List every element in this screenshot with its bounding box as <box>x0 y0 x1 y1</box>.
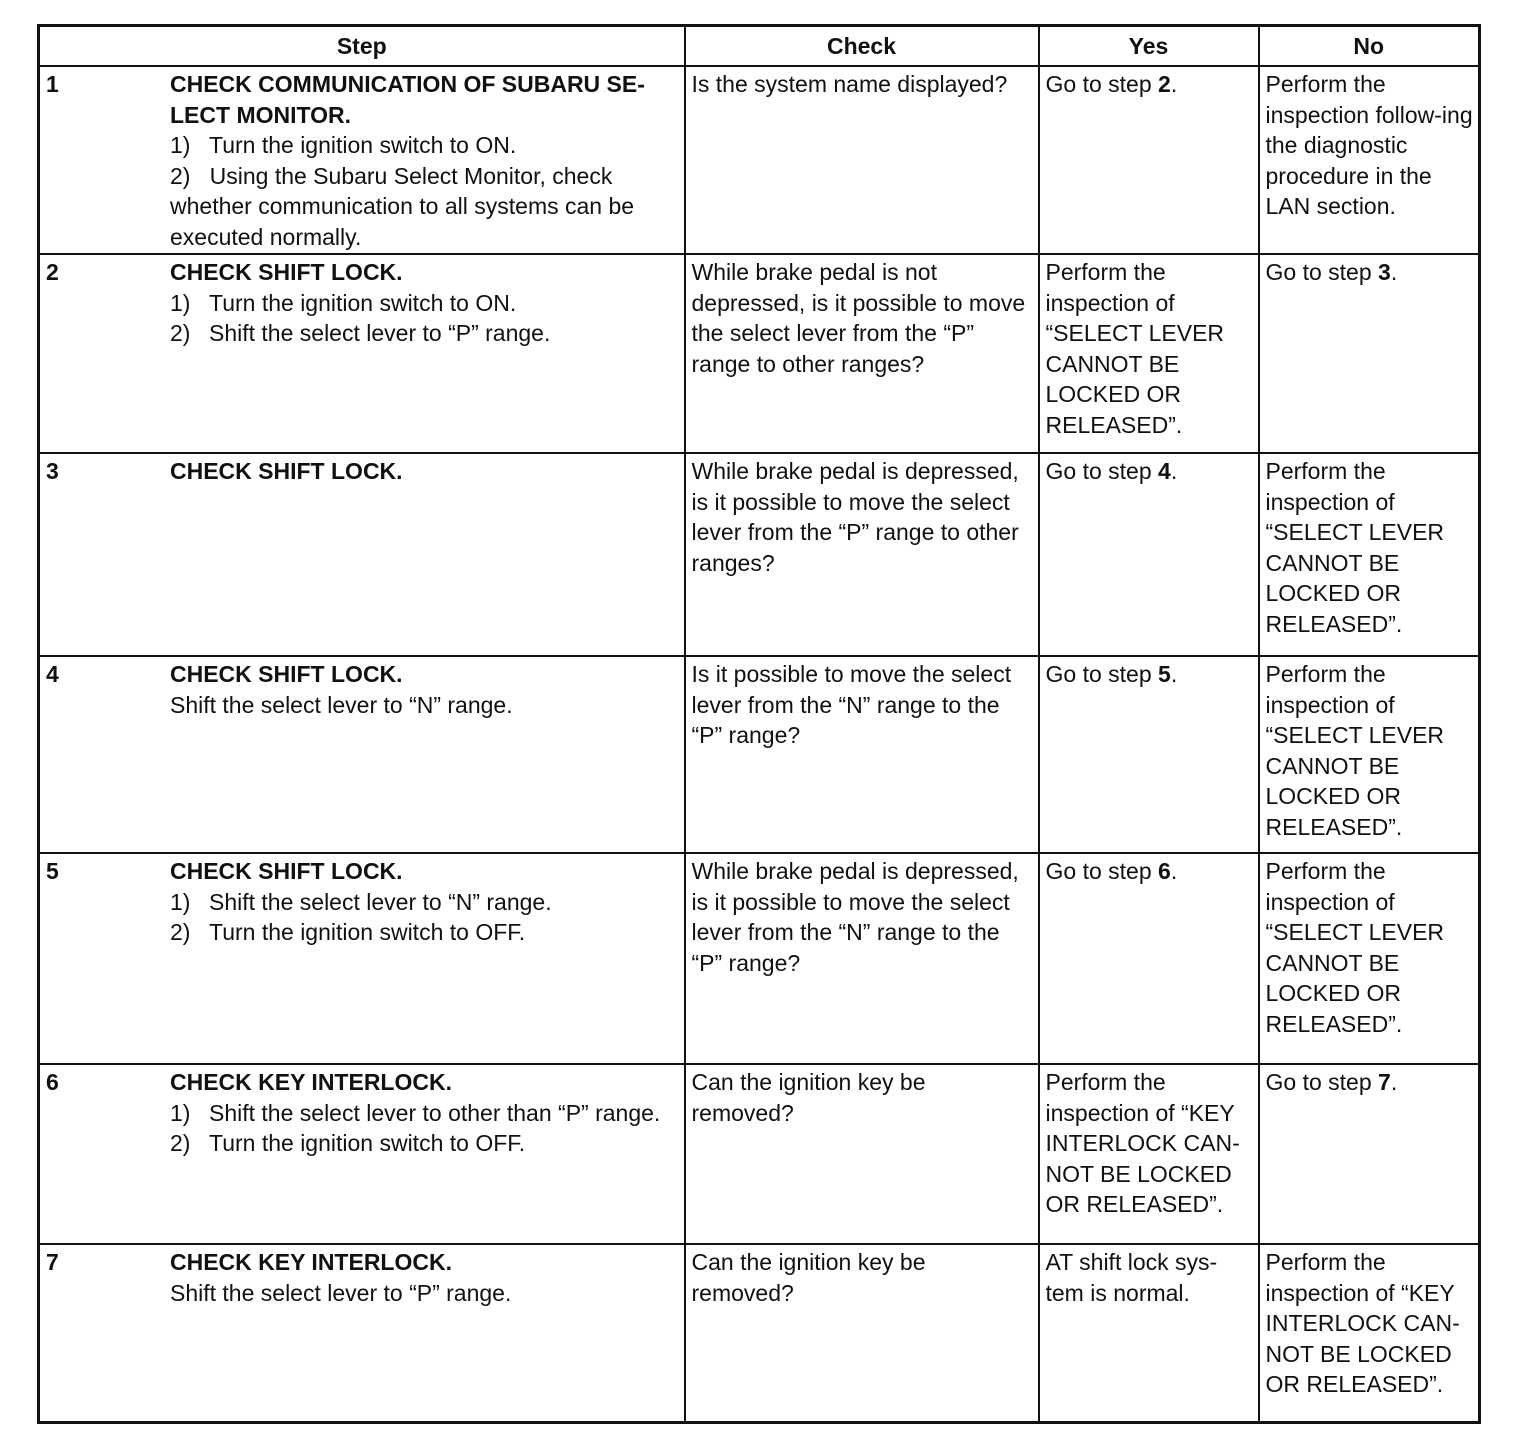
step-cell <box>39 1064 685 1244</box>
substep-number: 1) <box>170 888 191 915</box>
check-text: While brake pedal is depressed, is it possible to move the select lever from the “N” range to the “P” range? <box>691 858 1019 976</box>
step-title: CHECK SHIFT LOCK. <box>170 259 403 285</box>
table-row <box>39 66 1480 254</box>
substep <box>170 887 680 918</box>
table-row <box>39 453 1480 656</box>
no-cell <box>1259 66 1480 254</box>
substep-number: 1) <box>170 132 191 158</box>
yes-text-part: Perform the inspection of “SELECT LEVER CANNOT BE LOCKED OR RELEASED”. <box>1045 259 1225 438</box>
substep-number: 2) <box>170 162 191 189</box>
step-number: 3 <box>46 458 59 484</box>
step-title-line: CHECK COMMUNICATION OF SUBARU SE- <box>170 71 645 97</box>
yes-cell <box>1039 853 1259 1064</box>
no-text-part: . <box>1390 1069 1398 1095</box>
check-cell <box>685 656 1039 853</box>
step-number: 2 <box>46 259 59 285</box>
table-row <box>39 254 1480 453</box>
no-text <box>1260 255 1479 288</box>
table-row <box>39 1244 1480 1422</box>
no-text <box>1260 1245 1479 1400</box>
no-text <box>1260 67 1479 222</box>
no-cell <box>1259 453 1480 656</box>
no-text-part: Perform the inspection of “KEY INTERLOCK CAN-NOT BE LOCKED OR RELEASED”. <box>1265 1249 1460 1397</box>
check-text: Is it possible to move the select lever from the “N” range to the “P” range? <box>691 661 1012 748</box>
step-cell <box>39 1244 685 1422</box>
no-text <box>1260 454 1479 639</box>
yes-cell <box>1039 66 1259 254</box>
step-number: 7 <box>46 1249 59 1275</box>
substep-text: Using the Subaru Select Monitor, check whether communication to all systems can be executed normally. <box>170 162 635 250</box>
check-cell <box>685 66 1039 254</box>
step-title-line: LECT MONITOR. <box>170 101 352 128</box>
substep-number: 2) <box>170 919 191 945</box>
yes-cell <box>1039 453 1259 656</box>
substep <box>170 318 680 349</box>
check-text: While brake pedal is not depressed, is it possible to move the select lever from the “P” range to other ranges? <box>691 259 1026 377</box>
no-text-part: Perform the inspection of “SELECT LEVER CANNOT BE LOCKED OR RELEASED”. <box>1265 661 1445 840</box>
no-text-part: Go to step <box>1265 259 1379 285</box>
table-row <box>39 1064 1480 1244</box>
step-cell <box>39 254 685 453</box>
yes-text-part: Go to step <box>1045 71 1159 97</box>
yes-cell <box>1039 1064 1259 1244</box>
yes-step-ref: 5 <box>1158 661 1171 687</box>
yes-cell <box>1039 656 1259 853</box>
header-row <box>39 26 1480 67</box>
no-text <box>1260 1065 1479 1098</box>
substep-text: Shift the select lever to “N” range. <box>209 888 552 915</box>
step-instruction: Shift the select lever to “P” range. <box>170 1279 512 1306</box>
no-cell <box>1259 254 1480 453</box>
yes-cell <box>1039 254 1259 453</box>
no-text <box>1260 657 1479 842</box>
step-instruction: Shift the select lever to “N” range. <box>170 691 513 718</box>
no-text <box>1260 854 1479 1039</box>
check-text: While brake pedal is depressed, is it possible to move the select lever from the “P” range to other ranges? <box>691 458 1019 576</box>
no-text-part: . <box>1390 259 1398 285</box>
yes-text <box>1040 1245 1258 1308</box>
substep-text: Turn the ignition switch to ON. <box>209 132 517 158</box>
yes-step-ref: 4 <box>1158 458 1171 484</box>
diagnostic-table <box>37 24 1481 1424</box>
check-text: Can the ignition key be removed? <box>691 1069 926 1126</box>
step-title: CHECK KEY INTERLOCK. <box>170 1249 452 1275</box>
step-cell <box>39 656 685 853</box>
check-cell <box>685 853 1039 1064</box>
yes-text-part: . <box>1170 661 1178 687</box>
no-text-part: Perform the inspection of “SELECT LEVER CANNOT BE LOCKED OR RELEASED”. <box>1265 458 1445 637</box>
check-cell <box>685 254 1039 453</box>
step-cell <box>39 66 685 254</box>
check-text: Is the system name displayed? <box>691 71 1008 97</box>
header-yes: Yes <box>1039 26 1259 67</box>
check-cell <box>685 1064 1039 1244</box>
step-number: 6 <box>46 1069 59 1095</box>
table-row <box>39 656 1480 853</box>
yes-text-part: Go to step <box>1045 458 1159 484</box>
no-cell <box>1259 1244 1480 1422</box>
substep-number: 1) <box>170 1099 191 1126</box>
yes-text-part: . <box>1170 858 1178 884</box>
no-text-part: Go to step <box>1265 1069 1379 1095</box>
step-cell <box>39 453 685 656</box>
yes-text-part: . <box>1170 71 1178 97</box>
yes-text <box>1040 255 1258 440</box>
substep <box>170 161 680 253</box>
yes-text <box>1040 1065 1258 1220</box>
no-step-ref: 7 <box>1378 1069 1391 1095</box>
step-title: CHECK KEY INTERLOCK. <box>170 1069 452 1095</box>
yes-text-part: Perform the inspection of “KEY INTERLOCK CAN-NOT BE LOCKED OR RELEASED”. <box>1045 1069 1240 1217</box>
substep-number: 2) <box>170 320 191 346</box>
step-number: 4 <box>46 661 59 687</box>
yes-cell <box>1039 1244 1259 1422</box>
step-title: CHECK SHIFT LOCK. <box>170 458 403 484</box>
step-title: CHECK SHIFT LOCK. <box>170 858 403 884</box>
header-no: No <box>1259 26 1480 67</box>
check-text: Can the ignition key be removed? <box>691 1249 926 1306</box>
step-title: CHECK SHIFT LOCK. <box>170 661 403 687</box>
yes-text <box>1040 454 1258 487</box>
yes-text <box>1040 657 1258 690</box>
substep-text: Turn the ignition switch to OFF. <box>209 1130 526 1156</box>
substep <box>170 130 680 161</box>
yes-text-part: Go to step <box>1045 661 1159 687</box>
no-text-part: Perform the inspection of “SELECT LEVER CANNOT BE LOCKED OR RELEASED”. <box>1265 858 1445 1037</box>
step-number: 1 <box>46 71 59 97</box>
header-check: Check <box>685 26 1039 67</box>
no-cell <box>1259 656 1480 853</box>
step-number: 5 <box>46 858 59 884</box>
no-cell <box>1259 853 1480 1064</box>
substep-number: 1) <box>170 289 191 316</box>
check-cell <box>685 1244 1039 1422</box>
yes-text-part: . <box>1170 458 1178 484</box>
yes-text <box>1040 67 1258 100</box>
no-text-part: Perform the inspection follow-ing the diagnostic procedure in the LAN section. <box>1265 71 1473 219</box>
no-step-ref: 3 <box>1378 259 1391 285</box>
substep <box>170 1128 680 1159</box>
header-step: Step <box>39 26 685 67</box>
substep <box>170 288 680 319</box>
step-cell <box>39 853 685 1064</box>
yes-text-part: AT shift lock sys-tem is normal. <box>1045 1249 1218 1306</box>
yes-step-ref: 6 <box>1158 858 1171 884</box>
substep-text: Turn the ignition switch to OFF. <box>209 919 526 945</box>
substep <box>170 1098 680 1129</box>
no-cell <box>1259 1064 1480 1244</box>
check-cell <box>685 453 1039 656</box>
substep <box>170 917 680 948</box>
substep-number: 2) <box>170 1130 191 1156</box>
yes-text <box>1040 854 1258 887</box>
yes-step-ref: 2 <box>1158 71 1171 97</box>
yes-text-part: Go to step <box>1045 858 1159 884</box>
substep-text: Shift the select lever to other than “P” range. <box>209 1099 661 1126</box>
step-title <box>170 69 680 130</box>
substep-text: Turn the ignition switch to ON. <box>209 289 517 316</box>
table-row <box>39 853 1480 1064</box>
substep-text: Shift the select lever to “P” range. <box>209 320 551 346</box>
